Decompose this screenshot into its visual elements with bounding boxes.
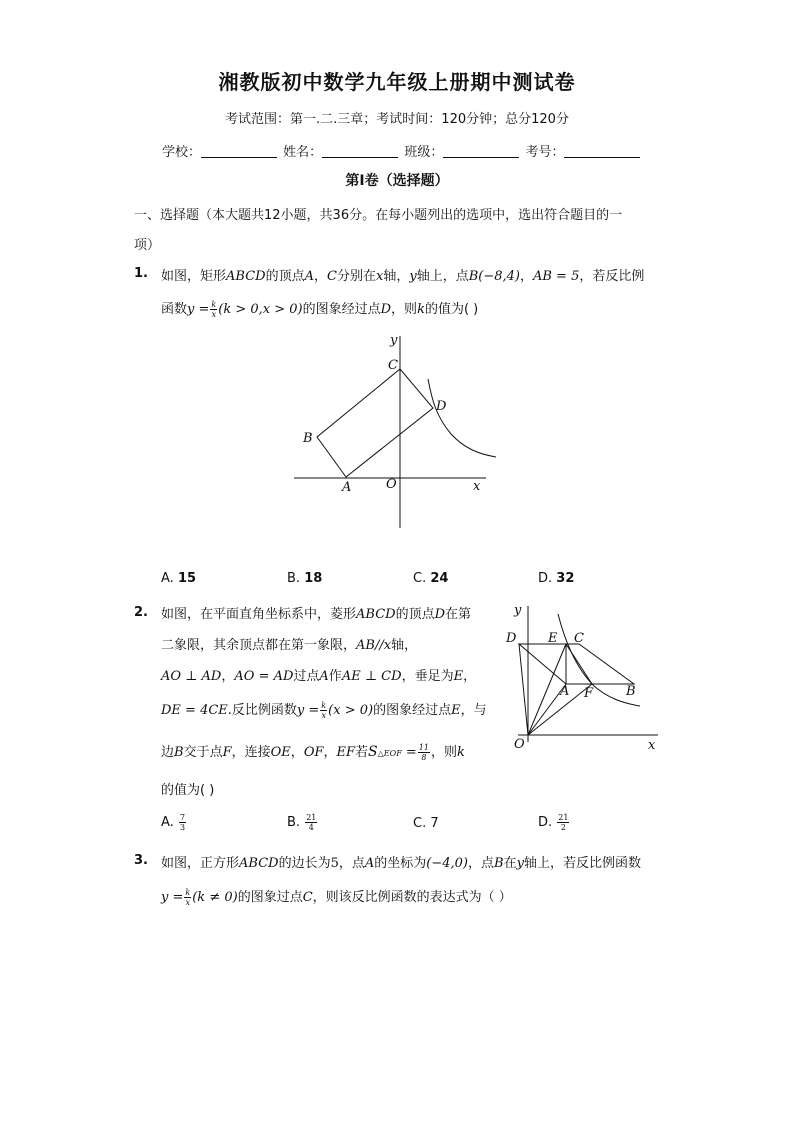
label-a: A — [560, 684, 570, 699]
question-3-line2: y = $\frac{k}{x}$ (k ≠ 0)的图象过点C，则该反比例函数的表达式为（ ） — [161, 888, 512, 907]
inverse-function-curve — [428, 379, 496, 457]
class-label: 班级： — [404, 145, 444, 160]
question-2-line3: AO ⊥ AD，AO = AD过点A作AE ⊥ CD，垂足为E， — [161, 669, 477, 684]
page-title: 湘教版初中数学九年级上册期中测试卷 — [218, 70, 576, 94]
label-f: F — [584, 686, 594, 701]
section-instructions-line1: 一、选择题（本大题共12小题，共36分。在每小题列出的选项中，选出符合题目的一 — [134, 208, 623, 223]
school-blank[interactable] — [201, 143, 277, 158]
question-3-line1: 如图，正方形ABCD的边长为5，点A的坐标为(−4,0)，点B在y轴上，若反比例函数 — [161, 856, 641, 871]
volume-heading: 第I卷（选择题） — [345, 173, 449, 189]
exam-number-label: 考号： — [525, 145, 565, 160]
fraction-11-over-8: $\frac{11}{8}$ — [418, 743, 429, 762]
label-y: y — [390, 333, 398, 348]
student-info-row — [162, 141, 642, 160]
question-2-line2: 二象限，其余顶点都在第一象限，AB//x轴， — [161, 638, 418, 653]
exam-number-blank[interactable] — [564, 143, 640, 158]
q1-option-d[interactable]: D. 32 — [538, 571, 575, 586]
rhombus-abcd — [519, 644, 634, 684]
question-1-line2: 函数y = $\frac{k}{x}$ (k > 0,x > 0)的图象经过点D，则k的值为( ) — [161, 300, 479, 319]
name-blank[interactable] — [322, 143, 398, 158]
label-d: D — [436, 399, 447, 414]
question-2-line5: 边B交于点F，连接OE，OF，EF若S△EOF = $\frac{11}{8}$ ，则k — [161, 743, 465, 762]
label-b: B — [303, 431, 313, 446]
label-o: O — [514, 737, 525, 752]
question-3-number: 3. — [134, 853, 148, 868]
question-2-figure — [500, 600, 670, 755]
school-label: 学校： — [162, 145, 202, 160]
label-c: C — [388, 358, 398, 373]
fraction-k-over-x: $\frac{k}{x}$ — [321, 701, 327, 720]
q1-option-c[interactable]: C. 24 — [413, 571, 449, 586]
fraction-k-over-x: $\frac{k}{x}$ — [211, 300, 217, 319]
question-1-number: 1. — [134, 266, 148, 281]
label-x: x — [473, 479, 481, 494]
section-instructions-line2: 项） — [134, 238, 161, 253]
question-2-line1: 如图，在平面直角坐标系中，菱形ABCD的顶点D在第 — [161, 607, 472, 622]
label-x: x — [648, 738, 656, 753]
q1-option-a[interactable]: A. 15 — [161, 571, 197, 586]
label-a: A — [342, 480, 352, 495]
label-c: C — [574, 631, 584, 646]
question-2-line4: DE = 4CE.反比例函数y = $\frac{k}{x}$ (x > 0)的图象经过点E，与 — [161, 701, 487, 720]
class-blank[interactable] — [443, 143, 519, 158]
fraction-k-over-x: $\frac{k}{x}$ — [185, 888, 191, 907]
label-o: O — [386, 477, 397, 492]
label-b: B — [626, 684, 636, 699]
question-1-figure — [286, 326, 508, 536]
segment-od — [519, 644, 528, 735]
q2-option-c[interactable]: C. 7 — [413, 816, 439, 831]
q2-option-d[interactable]: D. $\frac{21}{2}$ — [538, 813, 569, 832]
rectangle-abcd — [317, 369, 433, 477]
exam-info: 考试范围：第一.二.三章；考试时间：120分钟；总分120分 — [225, 112, 569, 127]
q2-option-a[interactable]: A. $\frac{7}{3}$ — [161, 813, 186, 832]
label-e: E — [548, 631, 558, 646]
q1-option-b[interactable]: B. 18 — [287, 571, 323, 586]
question-2-line6: 的值为( ) — [161, 783, 215, 798]
question-2-number: 2. — [134, 605, 148, 620]
label-y: y — [514, 603, 522, 618]
question-1-line1: 如图，矩形ABCD的顶点A，C分别在x轴，y轴上，点B(−8,4)，AB = 5，若反比例 — [161, 269, 645, 284]
label-d: D — [506, 631, 517, 646]
q2-option-b[interactable]: B. $\frac{21}{4}$ — [287, 813, 317, 832]
name-label: 姓名： — [283, 145, 323, 160]
